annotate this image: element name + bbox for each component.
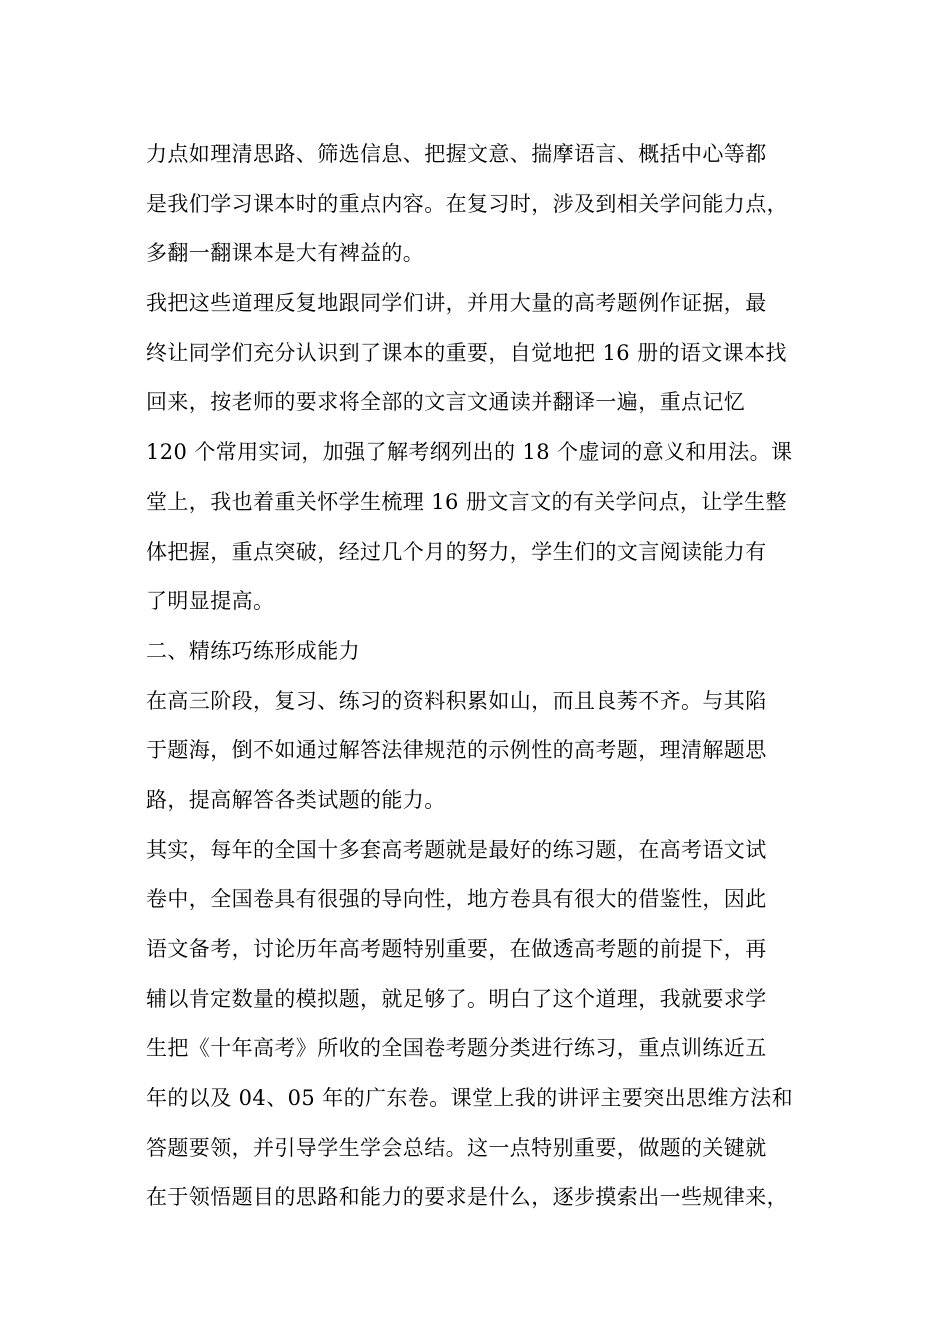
text-line: 语文备考，讨论历年高考题特别重要，在做透高考题的前提下，再 [146,937,767,961]
text-line: 答题要领，并引导学生学会总结。这一点特别重要，做题的关键就 [146,1135,767,1160]
text-line: 在于领悟题目的思路和能力的要求是什么，逐步摸索出一些规律来， [146,1185,788,1210]
text-line: 年的以及 04、05 年的广东卷。课堂上我的讲评主要突出思维方法和 [146,1086,793,1111]
text-line: 了明显提高。 [146,589,275,614]
text-line: 路，提高解答各类试题的能力。 [146,787,446,812]
text-line: 其实，每年的全国十多套高考题就是最好的练习题，在高考语文试 [146,837,767,862]
text-line: 是我们学习课本时的重点内容。在复习时，涉及到相关学问能力点， [146,191,788,216]
text-line: 体把握，重点突破，经过几个月的努力，学生们的文言阅读能力有 [146,539,767,564]
body-text [146,130,836,1223]
text-line: 多翻一翻课本是大有裨益的。 [146,241,425,266]
text-line: 于题海，倒不如通过解答法律规范的示例性的高考题，理清解题思 [146,738,767,763]
text-line: 堂上，我也着重关怀学生梳理 16 册文言文的有关学问点，让学生整 [146,489,787,514]
text-line: 生把《十年高考》所收的全国卷考题分类进行练习，重点训练近五 [146,1036,767,1061]
text-line: 120 个常用实词，加强了解考纲列出的 18 个虚词的意义和用法。课 [146,440,793,465]
text-line: 回来，按老师的要求将全部的文言文通读并翻译一遍，重点记忆 [146,390,746,415]
text-line: 辅以肯定数量的模拟题，就足够了。明白了这个道理，我就要求学 [146,986,767,1011]
text-line: 卷中，全国卷具有很强的导向性，地方卷具有很大的借鉴性，因此 [146,887,767,912]
text-line: 终让同学们充分认识到了课本的重要，自觉地把 16 册的语文课本找 [146,340,787,365]
text-line: 我把这些道理反复地跟同学们讲，并用大量的高考题例作证据，最 [146,291,767,316]
text-line: 力点如理清思路、筛选信息、把握文意、揣摩语言、概括中心等都 [146,142,767,166]
text-line: 在高三阶段，复习、练习的资料积累如山，而且良莠不齐。与其陷 [146,688,767,713]
section-heading: 二、精练巧练形成能力 [146,638,360,663]
